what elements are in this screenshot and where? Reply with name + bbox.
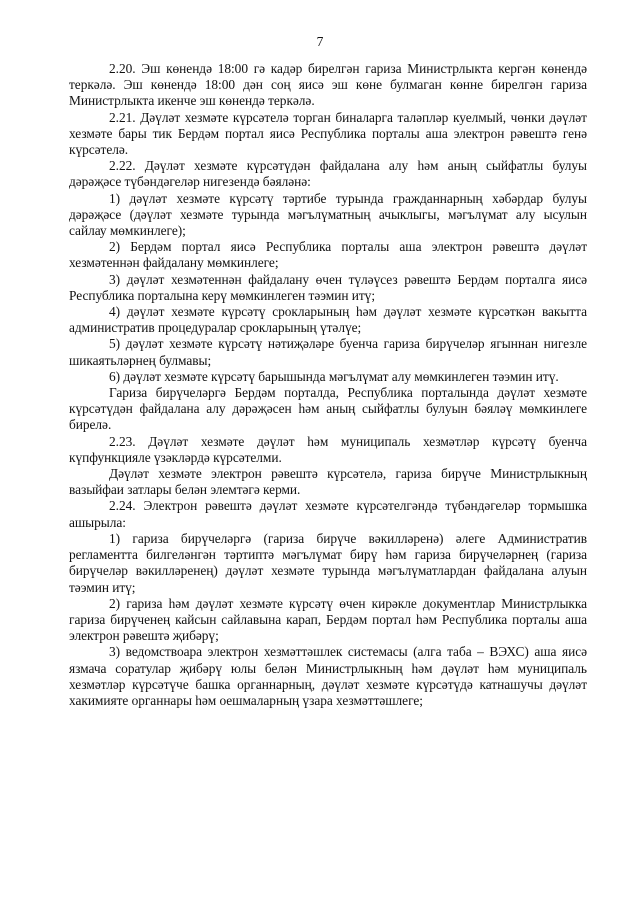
list-item-2-22-4: 4) дәүләт хезмәте күрсәтү срокларының һәм дәүләт хезмәте күрсәткән вакытта административ процедуралар срокларының үтәлүе; bbox=[69, 304, 587, 336]
list-item-2-24-3: 3) ведомствоара электрон хезмәттәшлек системасы (алга таба – ВЭХС) аша яисә язмача соратулар җибәрү юлы белән Министрлыкның һәм дәүләт һәм муниципаль хезмәтләр күрсәтүче башка органнарның, дәүләт хезмәте күрсәтүдә катнашучы дәүләт хакимияте органнары һәм оешмаларның үзара хезмәттәшлеге; bbox=[69, 644, 587, 708]
paragraph-2-24: 2.24. Электрон рәвештә дәүләт хезмәте күрсәтелгәндә түбәндәгеләр тормышка ашырыла: bbox=[69, 498, 587, 530]
paragraph-2-20: 2.20. Эш көнендә 18:00 гә кадәр бирелгән гариза Министрлыкта кергән көнендә теркәлә. Эш көнендә 18:00 дән соң яисә эш көне булмаган көнне бирелгән гариза Министрлыкта икенче эш көнендә теркәлә. bbox=[69, 61, 587, 109]
list-item-2-22-5: 5) дәүләт хезмәте күрсәтү нәтиҗәләре буенча гариза бирүчеләр ягыннан нигезле шикаятьләрнең булмавы; bbox=[69, 336, 587, 368]
paragraph-electronic-only: Дәүләт хезмәте электрон рәвештә күрсәтелә, гариза бирүче Министрлыкның вазыйфаи затлары белән элемтәгә керми. bbox=[69, 466, 587, 498]
list-item-2-22-1: 1) дәүләт хезмәте күрсәтү тәртибе турында гражданнарның хәбәрдар булуы дәрәҗәсе (дәүләт хезмәте турында мәгълүматның ачыклыгы, мәгълүмат алу ысулын сайлау мөмкинлеге); bbox=[69, 190, 587, 239]
list-item-2-24-1: 1) гариза бирүчеләргә (гариза бирүче вәкилләренә) әлеге Административ регламентта билгеләнгән тәртиптә мәгълүмат бирү һәм гариза бирүчеләрнең (гариза бирүчеләр вәкилләренең) дәүләт хезмәте турында мәгълүматлардан файдалана алуын тәэмин итү; bbox=[69, 530, 587, 595]
list-item-2-22-2: 2) Бердәм портал яисә Республика порталы аша электрон рәвештә дәүләт хезмәтеннән файдалану мөмкинлеге; bbox=[69, 239, 587, 271]
paragraph-2-23: 2.23. Дәүләт хезмәте дәүләт һәм муниципаль хезмәтләр күрсәтү буенча күпфункцияле үзәкләрдә күрсәтелми. bbox=[69, 433, 587, 465]
list-item-2-22-3: 3) дәүләт хезмәтеннән файдалану өчен түләүсез рәвештә Бердәм порталга яисә Республика порталына керү мөмкинлеген тәэмин итү; bbox=[69, 271, 587, 303]
paragraph-assessment: Гариза бирүчеләргә Бердәм порталда, Республика порталында дәүләт хезмәте күрсәтүдән файдалана алу дәрәҗәсен һәм аның сыйфатлы булуын бәяләү мөмкинлеге бирелә. bbox=[69, 385, 587, 433]
paragraph-2-21: 2.21. Дәүләт хезмәте күрсәтелә торган биналарга таләпләр куелмый, чөнки дәүләт хезмәте бары тик Бердәм портал яисә Республика порталы аша электрон рәвештә генә күрсәтелә. bbox=[69, 109, 587, 158]
list-item-2-24-2: 2) гариза һәм дәүләт хезмәте күрсәтү өчен кирәкле документлар Министрлыкка гариза бирүченең кайсын сайлавына карап, Бердәм портал һәм Республика порталы аша электрон рәвештә җибәрү; bbox=[69, 595, 587, 644]
list-item-2-22-6: 6) дәүләт хезмәте күрсәтү барышында мәгълүмат алу мөмкинлеген тәэмин итү. bbox=[109, 368, 559, 384]
page-number: 7 bbox=[316, 34, 324, 49]
paragraph-2-22: 2.22. Дәүләт хезмәте күрсәтүдән файдалана алу һәм аның сыйфатлы булуы дәрәҗәсе түбәндәгеләр нигезендә бәяләнә: bbox=[69, 158, 587, 190]
document-body bbox=[69, 61, 587, 709]
